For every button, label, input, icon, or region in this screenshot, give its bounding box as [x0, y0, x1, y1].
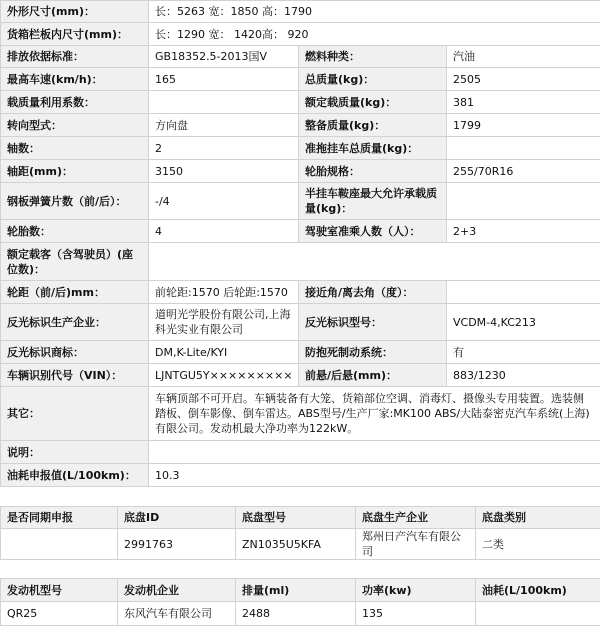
spec-label: 轮距（前/后)mm： — [1, 281, 149, 304]
spec-label: 钢板弹簧片数（前/后）： — [1, 183, 149, 220]
table-row — [1, 160, 600, 183]
table-row — [1, 529, 600, 560]
column-header: 底盘ID — [118, 507, 236, 529]
column-header: 油耗(L/100km) — [476, 579, 600, 602]
spec-value: -/4 — [149, 183, 299, 220]
spec-label: 防抱死制动系统： — [299, 341, 447, 364]
spec-label: 半挂车鞍座最大允许承载质量(kg)： — [299, 183, 447, 220]
spec-value: LJNTGU5Y××××××××× — [149, 364, 299, 387]
table-row — [1, 364, 600, 387]
table-row — [1, 464, 600, 487]
spec-value: 165 — [149, 68, 299, 91]
column-header: 是否同期申报 — [1, 507, 118, 529]
spec-value: 2505 — [447, 68, 600, 91]
column-header: 底盘类别 — [476, 507, 600, 529]
table-row — [1, 114, 600, 137]
table-cell: QR25 — [1, 602, 118, 626]
spec-label: 车辆识别代号（VIN）： — [1, 364, 149, 387]
table-row — [1, 1, 600, 23]
table-cell — [476, 602, 600, 626]
spec-value: 车辆顶部不可开启。车辆装备有大笼、货箱部位空调、消毒灯、摄像头专用装置。选装侧踏板、倒车影像、倒车雷达。ABS型号/生产厂家:MK100 ABS/大陆泰密克汽车系统(上海)有限公司。发动机最大净功率为122kW。 — [149, 387, 600, 441]
chassis-table — [0, 506, 600, 560]
spec-value: 3150 — [149, 160, 299, 183]
spec-value — [149, 243, 600, 281]
spec-label: 总质量(kg)： — [299, 68, 447, 91]
column-header: 发动机企业 — [118, 579, 236, 602]
spec-label: 轮胎数： — [1, 220, 149, 243]
section-gap — [0, 487, 600, 506]
spec-label: 转向型式： — [1, 114, 149, 137]
spec-label: 最高车速(km/h)： — [1, 68, 149, 91]
column-header: 发动机型号 — [1, 579, 118, 602]
column-header: 排量(ml) — [236, 579, 356, 602]
table-header-row — [1, 507, 600, 529]
section-gap — [0, 560, 600, 578]
spec-label: 额定载质量(kg)： — [299, 91, 447, 114]
column-header: 底盘生产企业 — [356, 507, 476, 529]
table-header-row — [1, 579, 600, 602]
table-row — [1, 441, 600, 464]
spec-value: DM,K-Lite/KYI — [149, 341, 299, 364]
table-cell: 135 — [356, 602, 476, 626]
table-row — [1, 281, 600, 304]
table-row — [1, 341, 600, 364]
spec-label: 准拖挂车总质量(kg)： — [299, 137, 447, 160]
table-cell: 2991763 — [118, 529, 236, 560]
table-cell: 二类 — [476, 529, 600, 560]
column-header: 底盘型号 — [236, 507, 356, 529]
spec-label: 货箱栏板内尺寸(mm)： — [1, 23, 149, 46]
spec-value: GB18352.5-2013国Ⅴ — [149, 46, 299, 68]
table-row — [1, 602, 600, 626]
spec-label: 说明： — [1, 441, 149, 464]
table-row — [1, 23, 600, 46]
spec-label: 前悬/后悬(mm)： — [299, 364, 447, 387]
spec-label: 轴距(mm)： — [1, 160, 149, 183]
table-cell: 东风汽车有限公司 — [118, 602, 236, 626]
spec-value — [447, 183, 600, 220]
engine-table — [0, 578, 600, 626]
spec-value — [447, 137, 600, 160]
spec-value: 有 — [447, 341, 600, 364]
spec-label: 外形尺寸(mm)： — [1, 1, 149, 23]
spec-value: 10.3 — [149, 464, 600, 487]
spec-label: 额定载客（含驾驶员）(座位数)： — [1, 243, 149, 281]
spec-value: 前轮距:1570 后轮距:1570 — [149, 281, 299, 304]
spec-value — [149, 91, 299, 114]
table-row — [1, 387, 600, 441]
table-row — [1, 304, 600, 341]
spec-label: 驾驶室准乘人数（人）： — [299, 220, 447, 243]
spec-value: 长：1290 宽： 1420高： 920 — [149, 23, 600, 46]
spec-value: 883/1230 — [447, 364, 600, 387]
spec-label: 整备质量(kg)： — [299, 114, 447, 137]
spec-value: 2+3 — [447, 220, 600, 243]
spec-value: 4 — [149, 220, 299, 243]
table-cell: 2488 — [236, 602, 356, 626]
table-cell — [1, 529, 118, 560]
table-cell: 郑州日产汽车有限公司 — [356, 529, 476, 560]
spec-value — [149, 441, 600, 464]
table-row — [1, 137, 600, 160]
spec-label: 排放依据标准： — [1, 46, 149, 68]
spec-label: 其它： — [1, 387, 149, 441]
spec-label: 轮胎规格： — [299, 160, 447, 183]
spec-label: 轴数： — [1, 137, 149, 160]
spec-value: 381 — [447, 91, 600, 114]
table-row — [1, 243, 600, 281]
spec-label: 油耗申报值(L/100km)： — [1, 464, 149, 487]
spec-value: 1799 — [447, 114, 600, 137]
spec-value: 255/70R16 — [447, 160, 600, 183]
spec-label: 反光标识生产企业： — [1, 304, 149, 341]
spec-label: 反光标识型号： — [299, 304, 447, 341]
spec-value — [447, 281, 600, 304]
table-row — [1, 46, 600, 68]
spec-label: 反光标识商标： — [1, 341, 149, 364]
spec-value: VCDM-4,KC213 — [447, 304, 600, 341]
spec-label: 载质量利用系数： — [1, 91, 149, 114]
spec-value: 汽油 — [447, 46, 600, 68]
spec-value: 方向盘 — [149, 114, 299, 137]
spec-label: 燃料种类： — [299, 46, 447, 68]
column-header: 功率(kw) — [356, 579, 476, 602]
table-row — [1, 183, 600, 220]
table-row — [1, 91, 600, 114]
table-row — [1, 68, 600, 91]
table-cell: ZN1035U5KFA — [236, 529, 356, 560]
spec-value: 道明光学股份有限公司,上海科光实业有限公司 — [149, 304, 299, 341]
spec-value: 2 — [149, 137, 299, 160]
spec-value: 长：5263 宽：1850 高：1790 — [149, 1, 600, 23]
spec-label: 接近角/离去角（度）： — [299, 281, 447, 304]
table-row — [1, 220, 600, 243]
